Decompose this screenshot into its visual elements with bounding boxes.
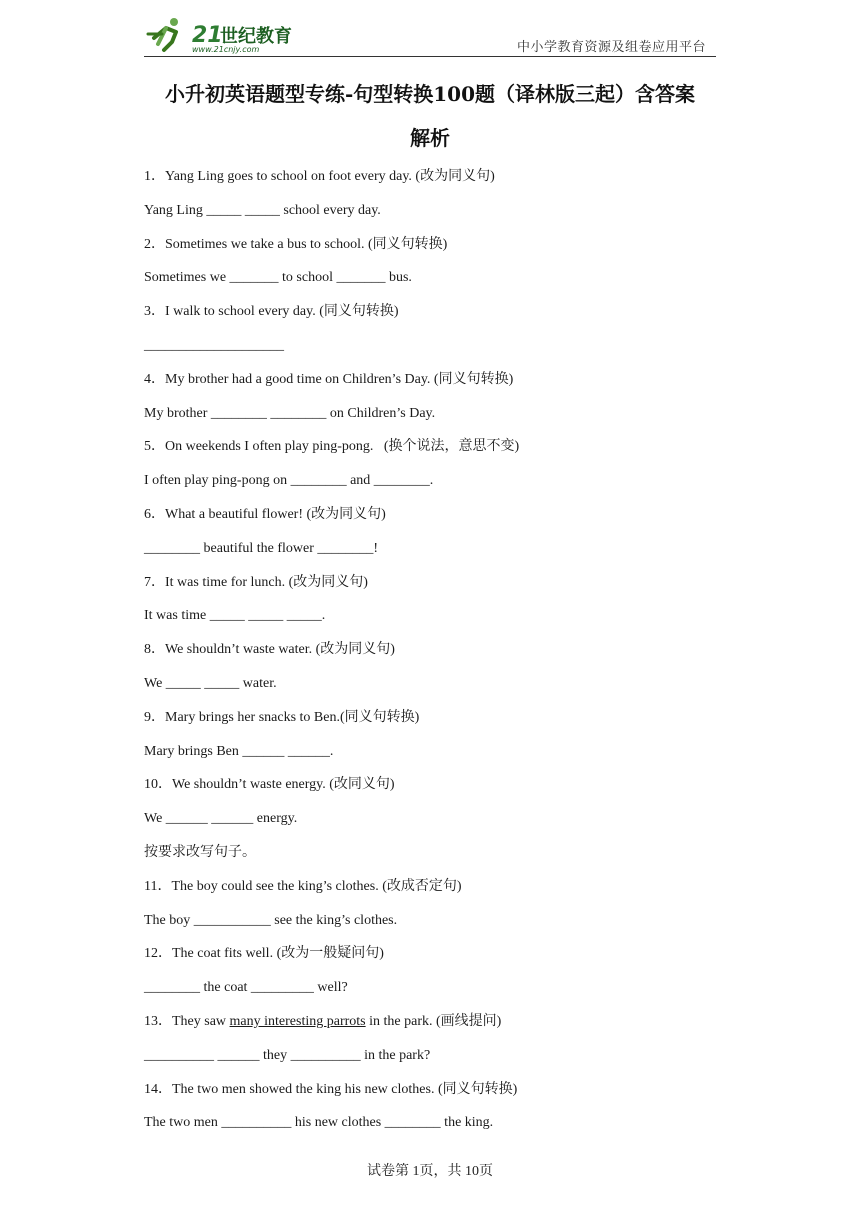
answer-line-4: My brother ________ ________ on Children’s Day. — [144, 405, 436, 421]
underlined-phrase: many interesting parrots — [229, 1013, 366, 1029]
question-12: 12．The coat fits well. (改为一般疑问句) — [144, 946, 384, 962]
answer-line-8: We _____ _____ water. — [144, 675, 277, 691]
answer-line-5: I often play ping-pong on ________ and ________. — [144, 473, 434, 489]
question-4: 4．My brother had a good time on Children’s Day. (同义句转换) — [144, 371, 514, 387]
page-title — [144, 72, 716, 160]
svg-text:世纪教育: 世纪教育 — [220, 26, 292, 47]
page-footer: 试卷第 1页，共 10页 — [367, 1164, 493, 1179]
question-list — [144, 160, 716, 1140]
page-header — [144, 14, 716, 57]
question-7: 7．It was time for lunch. (改为同义句) — [144, 574, 368, 590]
logo — [144, 14, 324, 54]
question-10: 10．We shouldn’t waste energy. (改同义句) — [144, 777, 395, 793]
answer-line-3: ____________________ — [144, 337, 284, 353]
question-1: 1．Yang Ling goes to school on foot every day. (改为同义句) — [144, 169, 495, 184]
question-14: 14．The two men showed the king his new clothes. (同义句转换) — [144, 1081, 518, 1097]
svg-text:www.21cnjy.com: www.21cnjy.com — [192, 45, 260, 54]
answer-line-13: __________ ______ they __________ in the park? — [144, 1047, 431, 1063]
question-2: 2．Sometimes we take a bus to school. (同义句转换) — [144, 236, 448, 252]
platform-name: 中小学教育资源及组卷应用平台 — [516, 40, 706, 55]
answer-line-1: Yang Ling _____ _____ school every day. — [144, 202, 381, 218]
question-13-end: in the park. (画线提问) — [365, 1013, 502, 1029]
question-13 — [144, 1005, 716, 1039]
answer-line-6: ________ beautiful the flower ________! — [144, 540, 379, 556]
answer-line-9: Mary brings Ben ______ ______. — [144, 743, 334, 759]
answer-line-7: It was time _____ _____ _____. — [144, 608, 326, 624]
answer-line-11: The boy ___________ see the king’s clothes. — [144, 912, 398, 928]
section-instruction: 按要求改写句子。 — [144, 844, 256, 860]
question-13-start: 13．They saw — [144, 1013, 230, 1029]
question-9: 9．Mary brings her snacks to Ben.(同义句转换) — [144, 709, 420, 725]
question-11: 11．The boy could see the king’s clothes. (改成否定句) — [144, 878, 462, 894]
answer-line-10: We ______ ______ energy. — [144, 811, 298, 827]
question-8: 8．We shouldn’t waste water. (改为同义句) — [144, 642, 395, 658]
title-line-1: 小升初英语题型专练-句型转换100题（译林版三起）含答案 — [164, 82, 696, 106]
logo-graphic — [144, 14, 324, 54]
answer-line-14: The two men __________ his new clothes ________ the king. — [144, 1115, 494, 1131]
answer-line-12: ________ the coat _________ well? — [144, 980, 348, 996]
answer-line-2: Sometimes we _______ to school _______ bus. — [144, 270, 412, 286]
question-6: 6．What a beautiful flower! (改为同义句) — [144, 506, 386, 522]
question-5: 5．On weekends I often play ping-pong. (换个说法，意思不变) — [144, 439, 520, 455]
question-3: 3．I walk to school every day. (同义句转换) — [144, 304, 399, 320]
title-line-2: 解析 — [410, 126, 450, 150]
svg-text:21: 21 — [192, 23, 223, 48]
